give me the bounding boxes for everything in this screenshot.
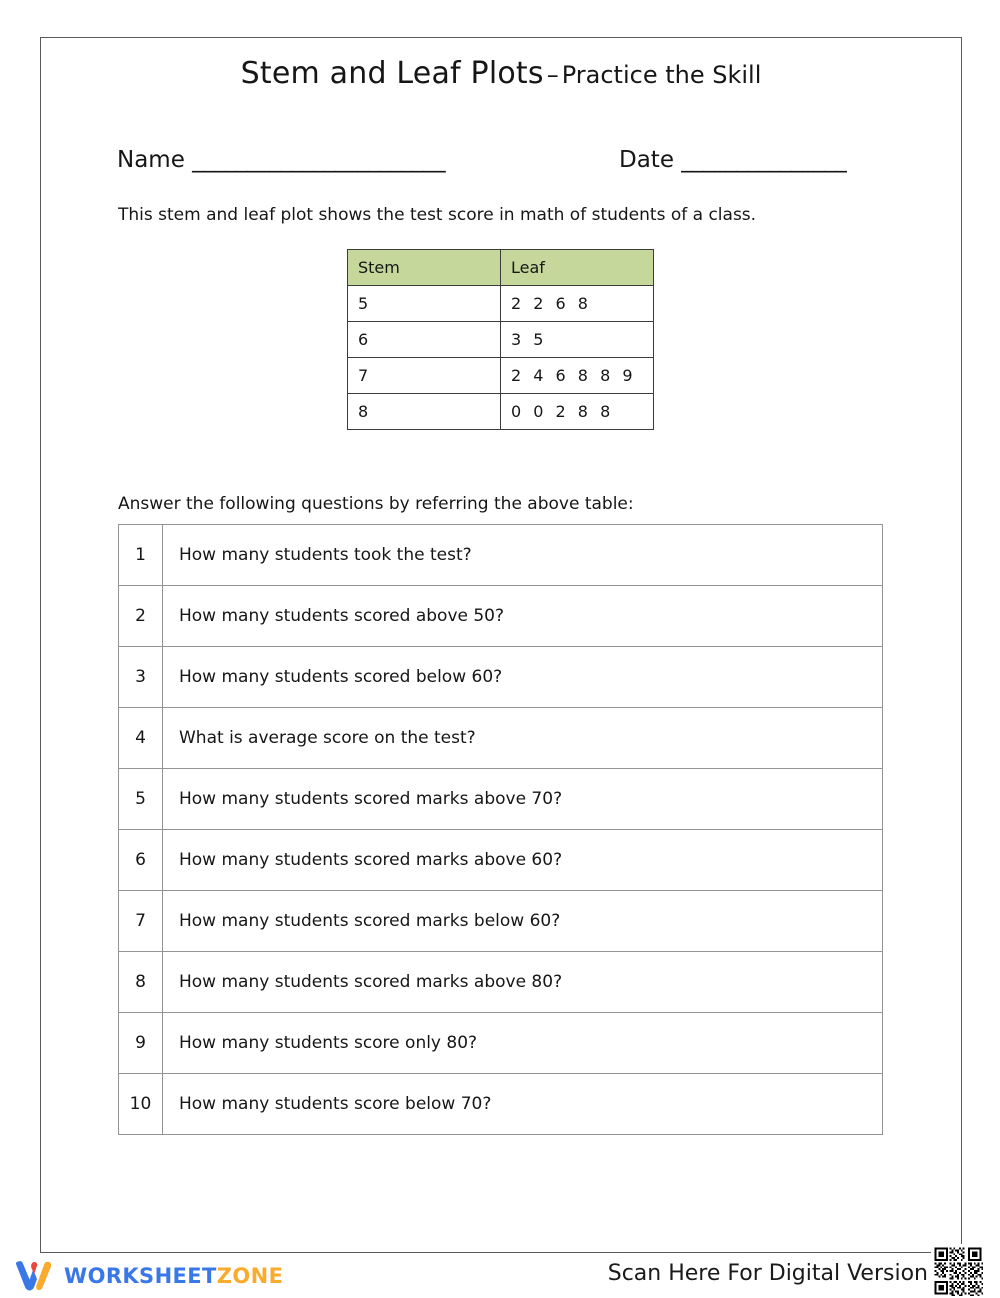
name-input-line[interactable]: _______________________ — [192, 147, 446, 173]
date-input-line[interactable]: _______________ — [681, 147, 847, 173]
name-date-row — [117, 147, 907, 187]
page-title — [40, 56, 962, 91]
worksheet-zone-logo[interactable] — [12, 1259, 283, 1293]
table-row[interactable] — [119, 1013, 883, 1074]
question-text[interactable]: How many students scored below 60? — [163, 647, 883, 708]
page-title-main: Stem and Leaf Plots — [240, 56, 544, 91]
question-number: 7 — [119, 891, 163, 952]
logo-word-worksheet: WORKSHEET — [64, 1264, 217, 1288]
stem-leaf-header-row — [348, 250, 654, 286]
question-text[interactable]: How many students score only 80? — [163, 1013, 883, 1074]
stem-value: 7 — [348, 358, 501, 394]
answer-instruction: Answer the following questions by referring the above table: — [118, 494, 634, 514]
leaf-column-header: Leaf — [501, 250, 654, 286]
date-label: Date — [619, 147, 674, 173]
date-field-group — [619, 147, 846, 173]
table-row[interactable] — [119, 891, 883, 952]
questions-table — [118, 524, 883, 1135]
table-row[interactable] — [119, 647, 883, 708]
question-number: 5 — [119, 769, 163, 830]
page-title-subtitle: Practice the Skill — [561, 61, 762, 89]
question-number: 10 — [119, 1074, 163, 1135]
table-row — [348, 394, 654, 430]
scan-here-text: Scan Here For Digital Version — [607, 1261, 928, 1286]
question-text[interactable]: How many students scored marks above 60? — [163, 830, 883, 891]
table-row — [348, 322, 654, 358]
question-number: 6 — [119, 830, 163, 891]
question-number: 1 — [119, 525, 163, 586]
question-number: 9 — [119, 1013, 163, 1074]
stem-and-leaf-table — [347, 249, 654, 430]
question-number: 3 — [119, 647, 163, 708]
leaf-value: 2 2 6 8 — [501, 286, 654, 322]
leaf-value: 0 0 2 8 8 — [501, 394, 654, 430]
table-row[interactable] — [119, 708, 883, 769]
leaf-value: 3 5 — [501, 322, 654, 358]
qr-code-icon[interactable] — [931, 1244, 985, 1298]
table-row[interactable] — [119, 525, 883, 586]
name-field-group — [117, 147, 445, 173]
question-text[interactable]: How many students scored marks below 60? — [163, 891, 883, 952]
table-row[interactable] — [119, 769, 883, 830]
name-label: Name — [117, 147, 185, 173]
question-text[interactable]: How many students score below 70? — [163, 1074, 883, 1135]
question-number: 2 — [119, 586, 163, 647]
question-text[interactable]: How many students scored marks above 70? — [163, 769, 883, 830]
question-number: 8 — [119, 952, 163, 1013]
page-title-dash: – — [546, 61, 559, 89]
leaf-value: 2 4 6 8 8 9 — [501, 358, 654, 394]
table-row[interactable] — [119, 830, 883, 891]
table-row — [348, 358, 654, 394]
question-text[interactable]: What is average score on the test? — [163, 708, 883, 769]
question-text[interactable]: How many students scored above 50? — [163, 586, 883, 647]
question-number: 4 — [119, 708, 163, 769]
table-row — [348, 286, 654, 322]
worksheet-zone-w-mark-icon — [12, 1260, 56, 1292]
table-row[interactable] — [119, 1074, 883, 1135]
table-row[interactable] — [119, 586, 883, 647]
intro-text: This stem and leaf plot shows the test score in math of students of a class. — [118, 205, 757, 225]
logo-word-zone: ZONE — [216, 1264, 284, 1288]
qr-code-image — [931, 1244, 985, 1298]
stem-value: 8 — [348, 394, 501, 430]
stem-value: 5 — [348, 286, 501, 322]
logo-wordmark — [64, 1264, 283, 1288]
question-text[interactable]: How many students took the test? — [163, 525, 883, 586]
stem-value: 6 — [348, 322, 501, 358]
stem-column-header: Stem — [348, 250, 501, 286]
table-row[interactable] — [119, 952, 883, 1013]
page-footer — [0, 1253, 1000, 1294]
question-text[interactable]: How many students scored marks above 80? — [163, 952, 883, 1013]
